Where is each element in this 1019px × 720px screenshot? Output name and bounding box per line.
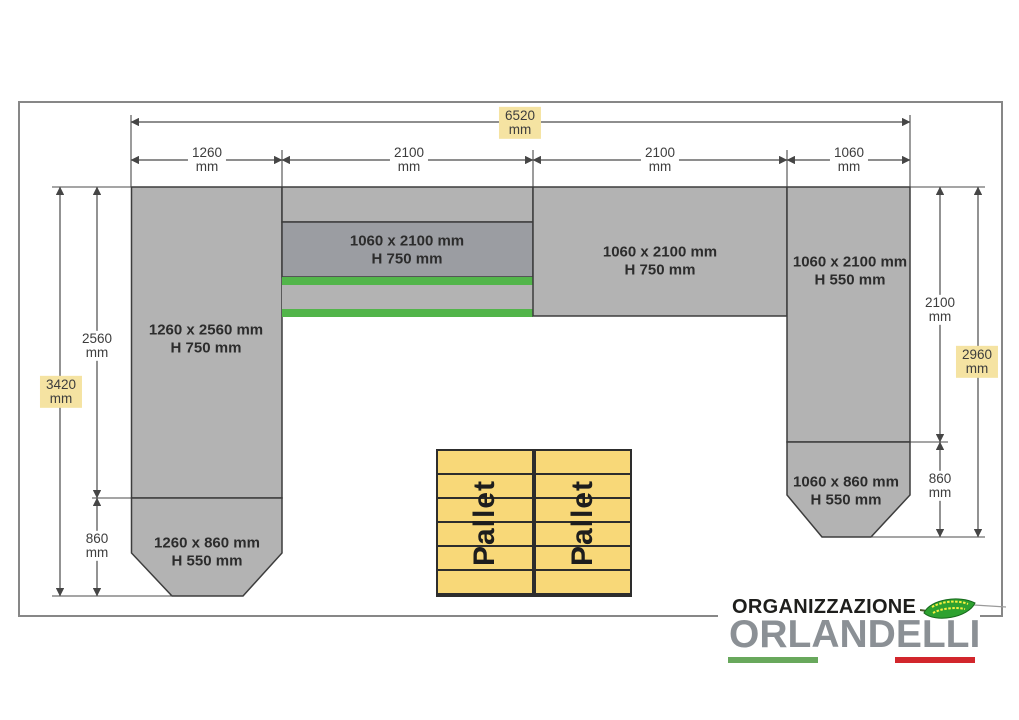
label-center-right-bench: 1060 x 2100 mm H 750 mm: [602, 243, 718, 278]
label-center-left-bench: 1060 x 2100 mm H 750 mm: [349, 232, 465, 267]
dim-seg-1060: 1060 mm: [830, 145, 868, 175]
pallet-left-label: Pallet: [468, 479, 501, 567]
green-belt-bottom: [282, 309, 533, 317]
dim-left-860: 860 mm: [82, 531, 113, 561]
right-column-bench: [787, 187, 910, 442]
label-left-column-bench: 1260 x 2560 mm H 750 mm: [148, 321, 264, 356]
pallet-slat: [536, 451, 630, 475]
pallet-area: [436, 449, 632, 597]
dim-right-860: 860 mm: [925, 471, 956, 501]
label-right-end-bench: 1060 x 860 mm H 550 mm: [793, 473, 899, 508]
pallet-slat: [438, 571, 532, 595]
dim-left-3420: 3420 mm: [40, 376, 82, 408]
pallet-slat: [438, 451, 532, 475]
dim-right-2100: 2100 mm: [921, 295, 959, 325]
pallet-slat: [536, 571, 630, 595]
dim-right-2960: 2960 mm: [956, 346, 998, 378]
logo-red-bar: [895, 657, 975, 663]
green-belt-top: [282, 277, 533, 285]
pallet-right: [534, 449, 632, 597]
pallet-left: [436, 449, 534, 597]
logo-organizzazione-text: ORGANIZZAZIONE: [732, 596, 917, 618]
dim-left-2560: 2560 mm: [78, 331, 116, 361]
dim-seg-2100-right: 2100 mm: [641, 145, 679, 175]
center-gap-strip: [282, 285, 533, 309]
dim-seg-1260: 1260 mm: [188, 145, 226, 175]
logo-orlandelli-text: ORLANDELLI: [729, 613, 981, 656]
orlandelli-logo: [718, 589, 980, 667]
label-right-column-bench: 1060 x 2100 mm H 550 mm: [792, 253, 908, 288]
dim-seg-2100-left: 2100 mm: [390, 145, 428, 175]
dim-total-width: 6520 mm: [499, 107, 541, 139]
center-top-strip: [282, 187, 533, 222]
logo-green-bar: [728, 657, 818, 663]
pallet-right-label: Pallet: [566, 479, 599, 567]
label-left-end-bench: 1260 x 860 mm H 550 mm: [154, 534, 260, 569]
